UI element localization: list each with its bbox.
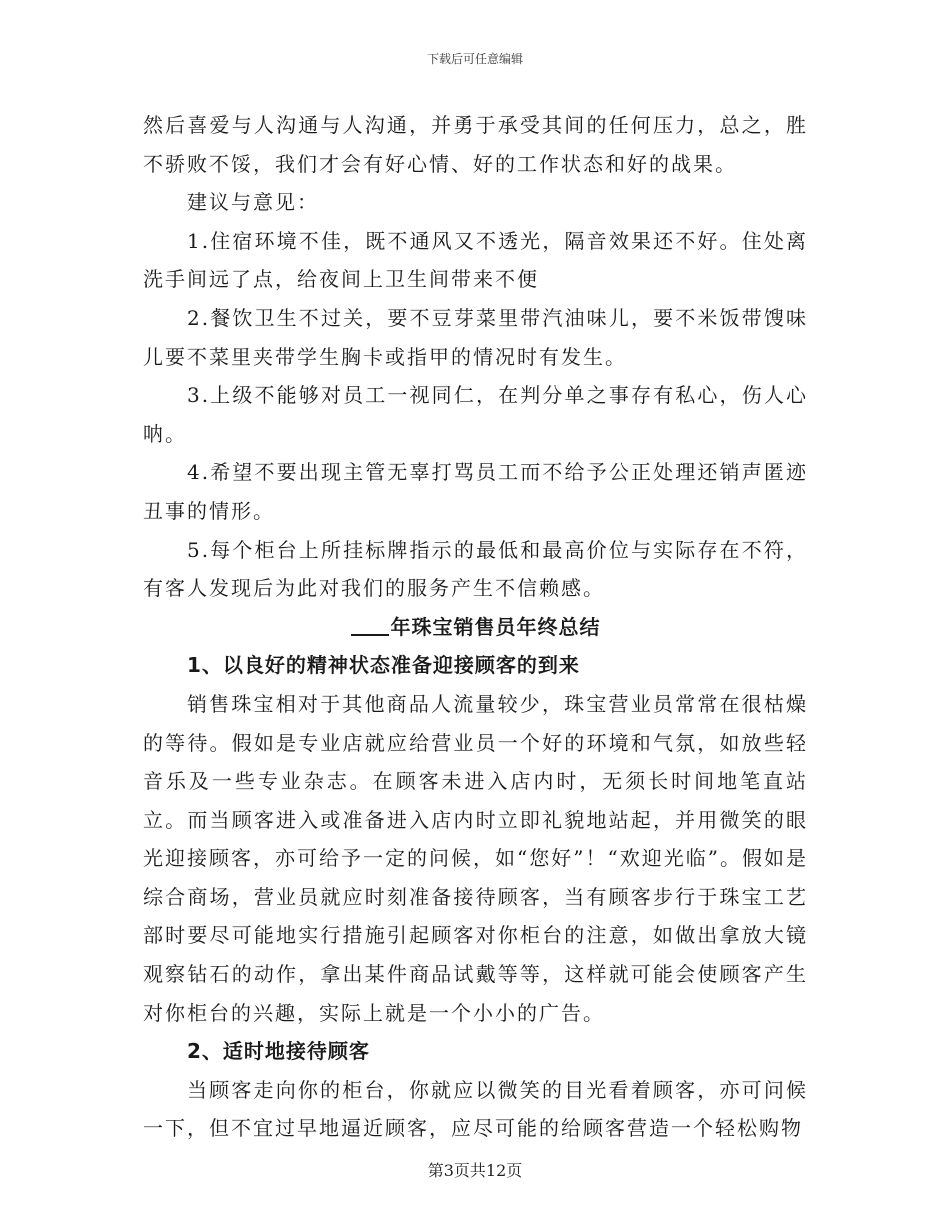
page-footer: 第3页共12页 [427,1161,523,1180]
suggestion-item-5: 5.每个柜台上所挂标牌指示的最低和最高价位与实际存在不符，有客人发现后为此对我们的服务产生不信赖感。 [143,537,808,601]
paragraph-2: 当顾客走向你的柜台，你就应以微笑的目光看着顾客，亦可问候一下，但不宜过早地逼近顾客，应尽可能的给顾客营造一个轻松购物 [143,1077,808,1141]
suggestion-item-4: 4.希望不要出现主管无辜打骂员工而不给予公正处理还销声匿迹丑事的情形。 [143,460,808,523]
section-title [143,608,808,647]
suggestion-item-1: 1.住宿环境不佳，既不通风又不透光，隔音效果还不好。住处离洗手间远了点，给夜间上卫生间带来不便 [143,228,808,292]
paragraph-continuation: 然后喜爱与人沟通与人沟通，并勇于承受其间的任何压力，总之，胜不骄败不馁，我们才会有好心情、好的工作状态和好的战果。 [143,113,808,176]
paragraph-1: 销售珠宝相对于其他商品人流量较少，珠宝营业员常常在很枯燥的等待。假如是专业店就应给营业员一个好的环境和气氛，如放些轻音乐及一些专业杂志。在顾客未进入店内时，无须长时间地笔直站立。而当顾客进入或准备进入店内时立即礼貌地站起，并用微笑的眼光迎接顾客，亦可给予一定的问候，如“您好”！“欢迎光临”。假如是综合商场，营业员就应时刻准备接待顾客，当有顾客步行于珠宝工艺部时要尽可能地实行措施引起顾客对你柜台的注意，如做出拿放大镜观察钻石的动作，拿出某件商品试戴等等，这样就可能会使顾客产生对你柜台的兴趣，实际上就是一个小小的广告。 [143,691,808,1025]
section-title-text: 年珠宝销售员年终总结 [390,614,601,639]
suggestion-item-2: 2.餐饮卫生不过关，要不豆芽菜里带汽油味儿，要不米饭带馊味儿要不菜里夹带学生胸卡或指甲的情况时有发生。 [143,305,808,369]
suggestions-heading: 建议与意见： [187,190,319,215]
heading-1: 1、以良好的精神状态准备迎接顾客的到来 [187,653,580,678]
year-blank [351,616,389,636]
page-header: 下载后可任意编辑 [426,52,523,66]
document-body [143,106,808,1148]
heading-2: 2、适时地接待顾客 [187,1039,370,1064]
suggestion-item-3: 3.上级不能够对员工一视同仁，在判分单之事存有私心，伤人心呐。 [143,383,808,446]
